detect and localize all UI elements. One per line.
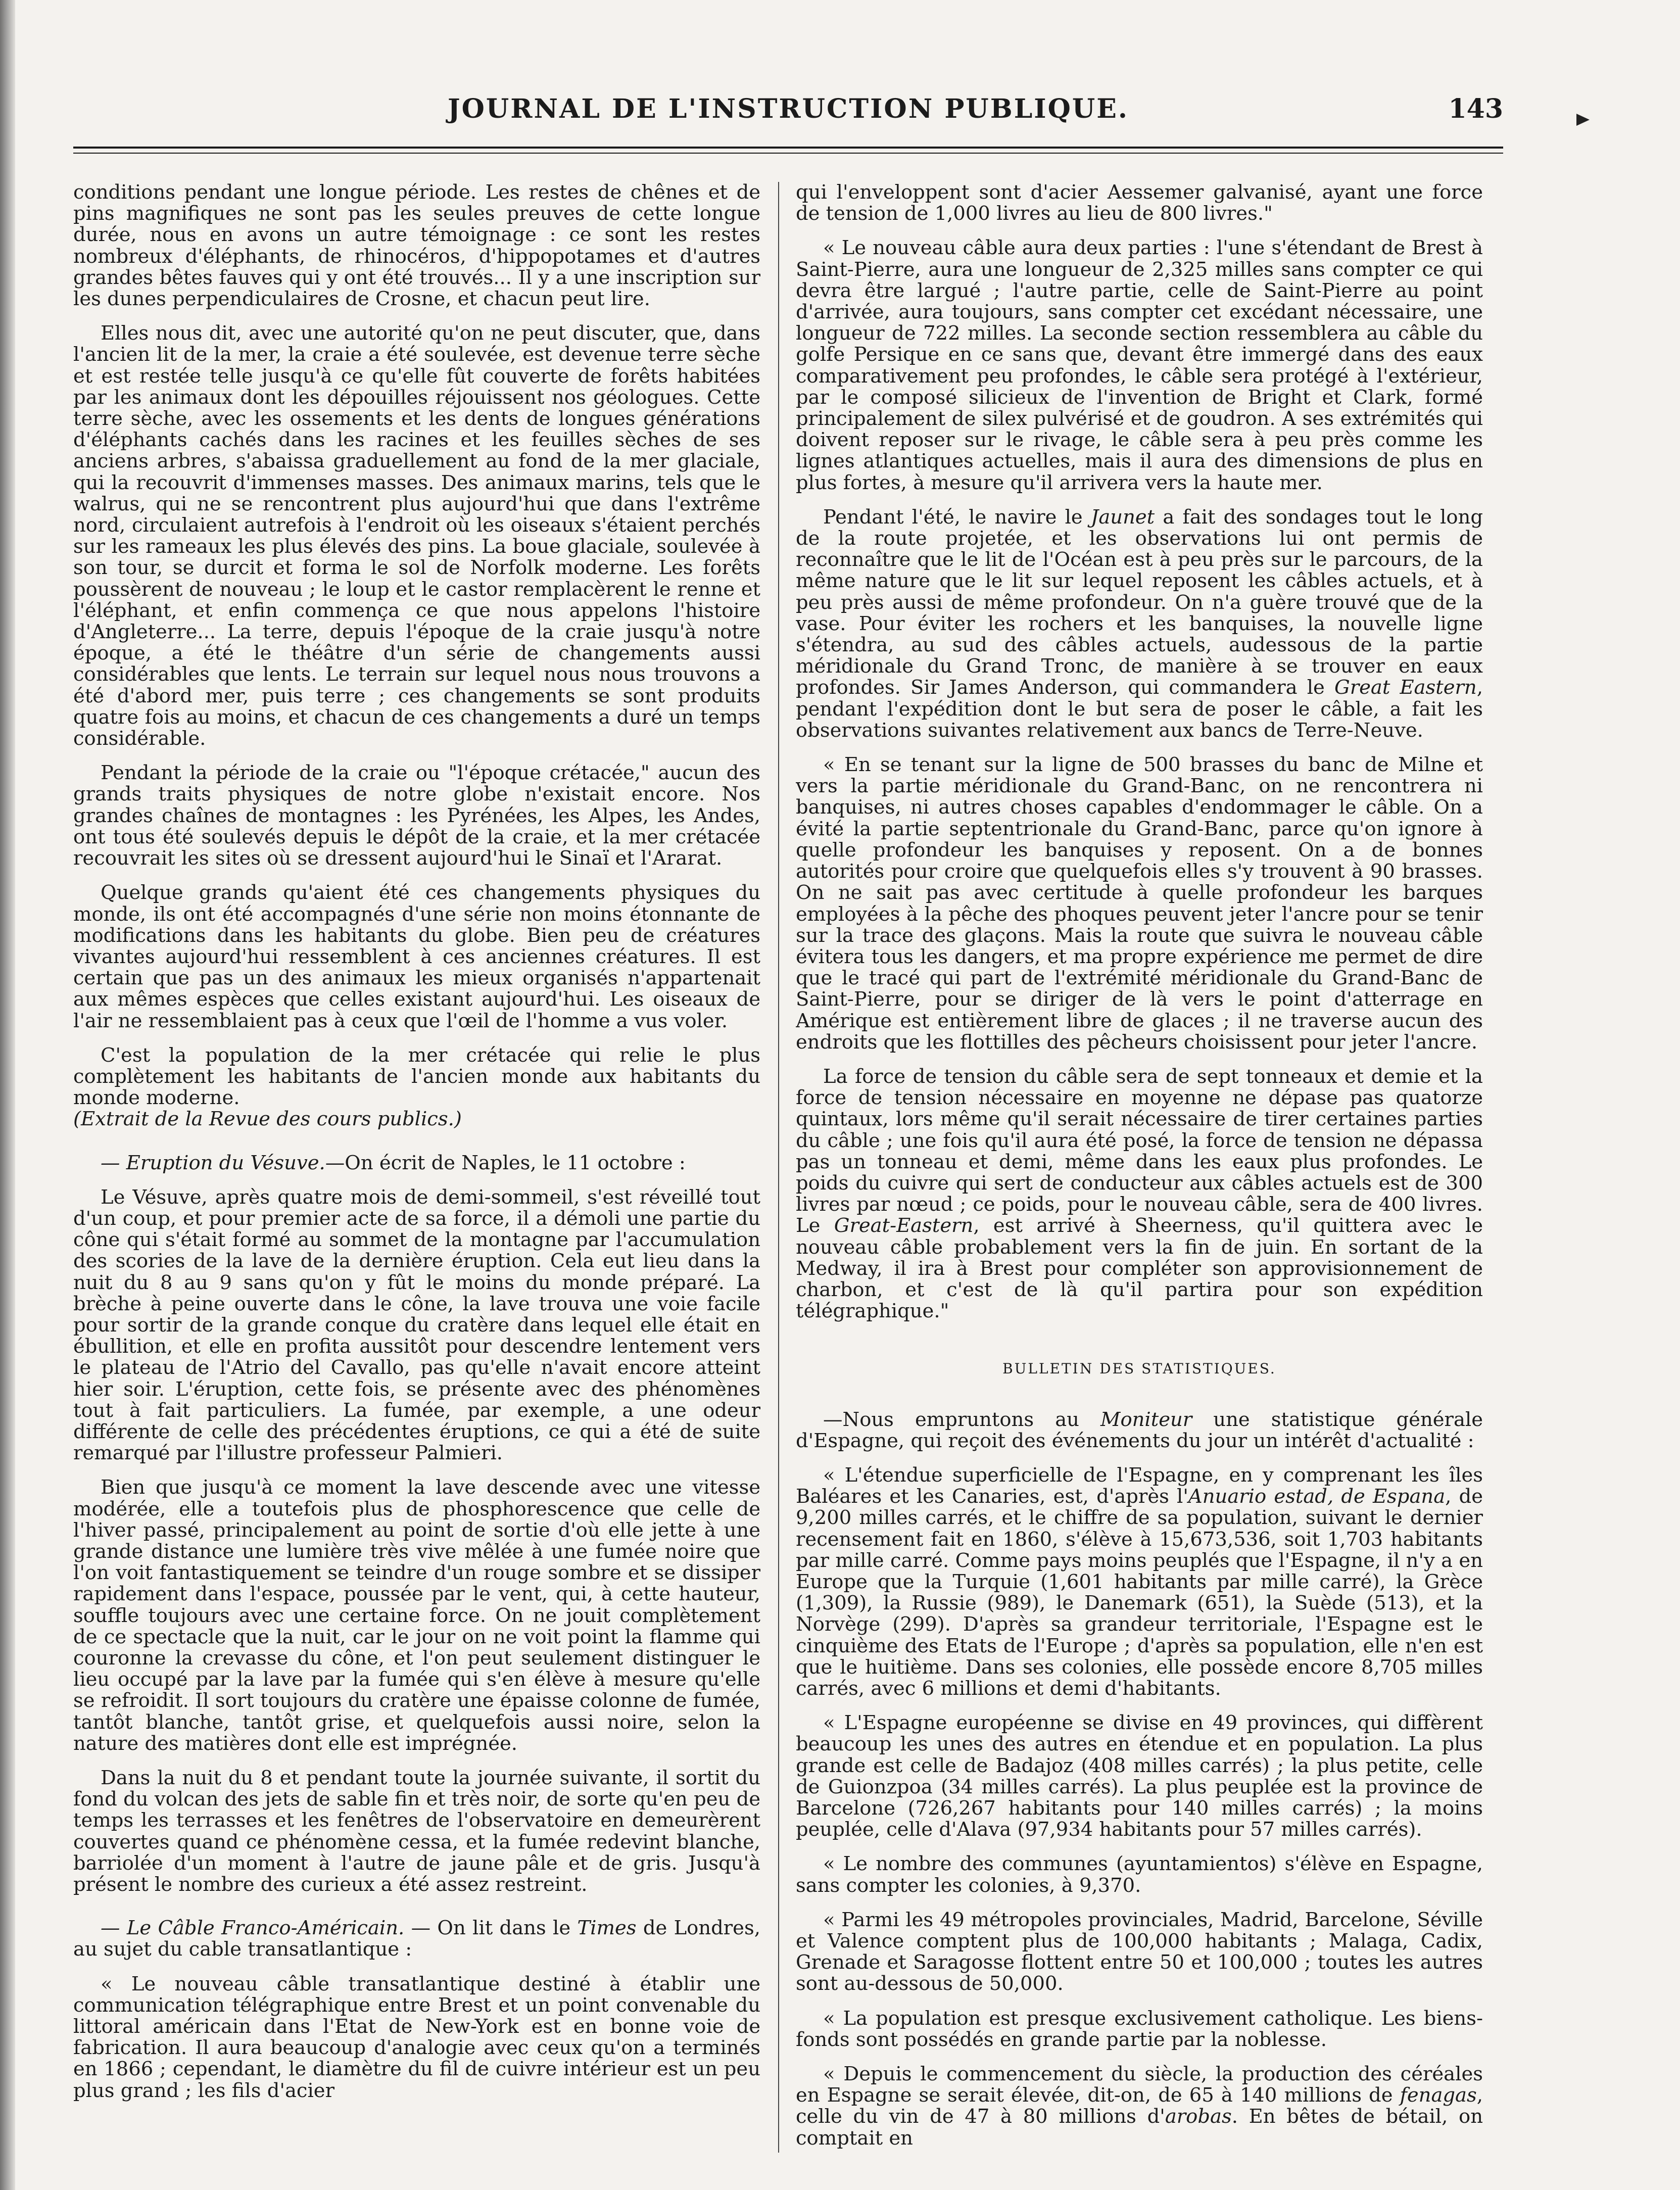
text-run: « Depuis le commencement du siècle, la production des céréales en Espagne se serait élevée, dit-on, de 65 à 140 millions de xyxy=(796,2063,1483,2107)
paragraph: C'est la population de la mer crétacée qui relie le plus complètement les habitants de l'ancien monde aux habitants du monde moderne. xyxy=(73,1043,760,1110)
paragraph: conditions pendant une longue période. Les restes de chênes et de pins magnifiques ne sont pas les seules preuves de cette longue durée, nous en avons un autre témoignage : ce sont les restes nombreux d'éléphants, de rhinocéros, d'hippopotames et d'autres grandes bêtes fauves qui y ont été trouvés... Il y a une inscription sur les dunes perpendiculaires de Crosne, et chacun peut lire. xyxy=(73,182,760,311)
margin-arrow-icon xyxy=(1576,114,1590,126)
paragraph: Bien que jusqu'à ce moment la lave descende avec une vitesse modérée, elle a toutefois plus de phosphorescence que celle de l'hiver passé, principalement au point de sortie d'où elle jette à une grande distance une lumière très vive mêlée à une fumée noire que l'on voit fantastiquement se teindre d'un rouge sombre et se dissiper rapidement dans l'espace, poussée par le vent, qui, à cette hauteur, souffle toujours avec une certaine force. On ne jouit complètement de ce spectacle que la nuit, car le jour on ne voit point la flamme qui couronne la crevasse du cône, et l'on peut seulement distinguer le lieu occupé par la lave par la fumée qui s'en élève à mesure qu'elle se refroidit. Il sort toujours du cratère une épaisse colonne de fumée, tantôt blanche, tantôt grise, et quelquefois aussi noire, selon la nature des matières dont elle est imprégnée. xyxy=(73,1476,760,1755)
text-run: « L'étendue superficielle de l'Espagne, en y comprenant les îles Baléares et les Canaries, est, d'après l' xyxy=(796,1463,1483,1508)
ship-name: Great-Eastern xyxy=(834,1214,974,1237)
paragraph: Quelque grands qu'aient été ces changements physiques du monde, ils ont été accompagnés d'une série non moins étonnante de modifications dans les habitants du globe. Bien peu de créatures vivantes aujourd'hui ressemblent à ces anciennes créatures. Il est certain que pas un des animaux les mieux organisés n'appartenait aux mêmes espèces que celles existant aujourd'hui. Les oiseaux de l'air ne ressemblaient pas à ceux que l'œil de l'homme a vus voler. xyxy=(73,881,760,1032)
left-column xyxy=(73,182,760,2153)
newspaper-name: Times xyxy=(577,1917,637,1940)
paragraph: Dans la nuit du 8 et pendant toute la journée suivante, il sortit du fond du volcan des jets de sable fin et très noir, de sorte qu'en peu de temps les terrasses et les fenêtres de l'observatoire en demeurèrent couvertes quand ce phénomène cessa, et la fumée redevint blanche, barriolée d'un moment à l'autre de jaune pâle et de gris. Jusqu'à présent le nombre des curieux a été assez restreint. xyxy=(73,1767,760,1896)
paragraph: « Parmi les 49 métropoles provinciales, Madrid, Barcelone, Séville et Valence comptent plus de 100,000 habitants ; Malaga, Cadix, Grenade et Saragosse flottent entre 50 et 100,000 ; toutes les autres sont au-dessous de 50,000. xyxy=(796,1908,1483,1995)
paragraph: Elles nous dit, avec une autorité qu'on ne peut discuter, que, dans l'ancien lit de la mer, la craie a été soulevée, est devenue terre sèche et est restée telle jusqu'à ce qu'elle fût couverte de forêts habitées par les animaux dont les dépouilles réjouissent nos géologues. Cette terre sèche, avec les ossements et les dents de longues générations d'éléphants cachés dans les racines et les feuilles sèches de ses anciens arbres, s'abaissa graduellement au fond de la mer glaciale, qui la recouvrit d'immenses masses. Des animaux marins, tels que le walrus, qui ne se rencontrent plus aujourd'hui que dans l'extrême nord, circulaient autrefois à l'endroit où les oiseaux s'étaient perchés sur les rameaux les plus élevés des pins. La boue glaciale, soulevée à son tour, se durcit et forma le sol de Norfolk moderne. Les forêts poussèrent de nouveau ; le loup et le castor remplacèrent le renne et l'éléphant, et enfin commença ce que nous appelons l'histoire d'Angleterre... La terre, depuis l'époque de la craie jusqu'à notre époque, a été le théâtre d'un série de changements aussi considérables que lents. Le terrain sur lequel nous nous trouvons a été d'abord mer, puis terre ; ces changements se sont produits quatre fois au moins, et chacun de ces changements a duré un temps considérable. xyxy=(73,322,760,750)
section-heading-bulletin: BULLETIN DES STATISTIQUES. xyxy=(1002,1360,1276,1377)
text-run: , celle du vin de 47 à 80 millions d' xyxy=(796,2084,1483,2128)
paragraph: « Le nouveau câble aura deux parties : l'une s'étendant de Brest à Saint-Pierre, aura une longueur de 2,325 milles sans compter ce qui devra être largué ; l'autre partie, celle de Saint-Pierre au point d'arrivée, aura toujours, sans compter cet excédant nécessaire, une longueur de 722 milles. La seconde section ressemblera au câble du golfe Persique en ce sans que, devant être immergé dans des eaux comparativement peu profondes, le câble sera protégé à l'extérieur, par le composé silicieux de l'invention de Bright et Clark, formé principalement de silex pulvérisé et de goudron. A ses extrémités qui doivent reposer sur le rivage, le câble sera à peu près comme les lignes atlantiques actuelles, mais il aura des dimensions de plus en plus fortes, à mesure qu'il arrivera vers la haute mer. xyxy=(796,236,1483,494)
header-rule-thin xyxy=(73,153,1503,154)
right-column xyxy=(796,182,1483,2153)
text-run: , est arrivé à Sheerness, qu'il quittera avec le nouveau câble probablement vers la fin de juin. En sortant de la Medway, il ira à Brest pour compléter son approvisionnement de charbon, et c'est de là qu'il partira pour son expédition télégraphique." xyxy=(796,1214,1483,1323)
paragraph xyxy=(796,507,1483,741)
paragraph: « En se tenant sur la ligne de 500 brasses du banc de Milne et vers la partie méridionale du Grand-Banc, on ne rencontrera ni banquises, ni autres choses capables d'endommager le câble. On a évité la partie septentrionale du Grand-Banc, parce qu'on ignore à quelle profondeur les banquises y reposent. On a de bonnes autorités pour croire que quelquefois elles s'y trouvent à 90 brasses. On ne sait pas avec certitude à quelle profondeur les barques employées à la pêche des phoques peuvent jeter l'ancre pour se tenir sur la trace des glaçons. Mais la route que suivra le nouveau câble évitera tous les dangers, et ma propre expérience me permet de dire que le tracé qui part de l'extrémité méridionale du Grand-Banc de Saint-Pierre, pour se diriger de là vers le point d'atterrage en Amérique est entièrement libre de glaces ; il ne traverse aucun des endroits que les flottilles des pêcheurs choisissent pour jeter l'ancre. xyxy=(796,753,1483,1054)
article-heading-eruption: — Eruption du Vésuve. xyxy=(101,1151,325,1174)
journal-title: JOURNAL DE L'INSTRUCTION PUBLIQUE. xyxy=(448,93,1129,124)
page-header xyxy=(73,93,1503,134)
publication-name: Anuario estad, de Espana xyxy=(1188,1485,1446,1508)
unit-term: fenagas xyxy=(1400,2084,1477,2107)
paragraph: « La population est presque exclusivement catholique. Les biens-fonds sont possédés en grande partie par la noblesse. xyxy=(796,2007,1483,2051)
paragraph: Le Vésuve, après quatre mois de demi-sommeil, s'est réveillé tout d'un coup, et pour premier acte de sa force, il a démoli une partie du cône qui s'était formé au sommet de la montagne par l'accumulation des scories de la lave de la dernière éruption. Cela eut lieu dans la nuit du 8 au 9 sans qu'on y fût le moins du monde préparé. La brèche à peine ouverte dans le cône, la lave trouva une voie facile pour sortir de la grande conque du cratère dans lequel elle était en ébullition, et elle en profita aussitôt pour descendre lentement vers le plateau de l'Atrio del Cavallo, pas qu'elle n'avait encore atteint hier soir. L'éruption, cette fois, se présente avec des phénomènes tout à fait particuliers. La fumée, par exemple, a une odeur différente de celle des précédentes éruptions, ce qui a été de suite remarqué par l'illustre professeur Palmieri. xyxy=(73,1185,760,1465)
column-divider xyxy=(778,182,779,2153)
article-intro-text: —On écrit de Naples, le 11 octobre : xyxy=(325,1151,686,1174)
ship-name: Great Eastern xyxy=(1334,676,1477,699)
paragraph xyxy=(796,1409,1483,1452)
source-citation: (Extrait de la Revue des cours publics.) xyxy=(73,1108,462,1131)
article-heading-cable: — Le Câble Franco-Américain. xyxy=(101,1917,405,1940)
text-run: , pendant l'expédition dont le but sera de poser le câble, a fait les observations suivantes relativement aux bancs de Terre-Neuve. xyxy=(796,676,1483,742)
header-rule-thick xyxy=(73,147,1503,149)
paragraph xyxy=(796,1066,1483,1322)
page-binding-edge xyxy=(0,0,15,2190)
text-run: a fait des sondages tout le long de la route projetée, et les observations lui ont permis de reconnaître que le lit de l'Océan est à peu près sur le parcours, de la même nature que le lit sur lequel reposent les câbles actuels, et à peu près aussi de même profondeur. On n'a guère trouvé que de la vase. Pour éviter les rochers et les banquises, la nouvelle ligne s'étendra, au sud des câbles actuels, audessous de la partie méridionale du Grand Tronc, de manière à se trouver en eaux profondes. Sir James Anderson, qui commandera le xyxy=(796,505,1483,699)
page-number: 143 xyxy=(1448,93,1503,124)
paragraph: « L'Espagne européenne se divise en 49 provinces, qui diffèrent beaucoup les unes des autres en étendue et en population. La plus grande est celle de Badajoz (408 milles carrés) ; la plus petite, celle de Guionzpoa (34 milles carrés). La plus peuplée est la province de Barcelone (726,267 habitants pour 140 milles carrés) ; la moins peuplée, celle d'Alava (97,934 habitants pour 57 milles carrés). xyxy=(796,1711,1483,1841)
text-run: —Nous empruntons au xyxy=(823,1408,1079,1431)
paragraph: « Le nombre des communes (ayuntamientos) s'élève en Espagne, sans compter les colonies, à 9,370. xyxy=(796,1852,1483,1897)
text-run: une statistique générale d'Espagne, qui reçoit des événements du jour un intérêt d'actualité : xyxy=(796,1408,1483,1452)
ship-name: Jaunet xyxy=(1090,505,1155,529)
article-intro-text: de Londres, au sujet du cable transatlantique : xyxy=(73,1917,760,1961)
article-intro-eruption xyxy=(73,1153,760,1174)
newspaper-name: Moniteur xyxy=(1100,1408,1192,1431)
paragraph xyxy=(796,1465,1483,1699)
paragraph: qui l'enveloppent sont d'acier Aessemer galvanisé, ayant une force de tension de 1,000 livres au lieu de 800 livres." xyxy=(796,182,1483,225)
paragraph: « Le nouveau câble transatlantique destiné à établir une communication télégraphique entre Brest et un point convenable du littoral américain dans l'Etat de New-York est en bonne voie de fabrication. Il aura beaucoup d'analogie avec ceux qu'on a terminés en 1866 ; cependant, le diamètre du fil de cuivre intérieur est un peu plus grand ; les fils d'acier xyxy=(73,1972,760,2102)
paragraph: Pendant la période de la craie ou "l'époque crétacée," aucun des grands traits physiques de notre globe n'existait encore. Nos grandes chaînes de montagnes : les Pyrénées, les Alpes, les Andes, ont tous été soulevés depuis le dépôt de la craie, et la mer crétacée recouvrait les sites où se dressent aujourd'hui le Sinaï et l'Ararat. xyxy=(73,761,760,870)
text-run: Pendant l'été, le navire le xyxy=(823,505,1083,529)
text-run: . En bêtes de bétail, on comptait en xyxy=(796,2105,1483,2150)
paragraph xyxy=(796,2064,1483,2149)
unit-term: arobas xyxy=(1165,2105,1232,2128)
article-intro-cable xyxy=(73,1918,760,1960)
text-run: , de 9,200 milles carrés, et le chiffre de sa population, suivant le dernier recensement fait en 1860, s'élève à 15,673,536, soit 1,703 habitants par mille carré. Comme pays moins peuplés que l'Espagne, il n'y a en Europe que la Turquie (1,601 habitants par mille carré), la Grèce (1,309), la Russie (989), le Danemark (651), la Suède (513), et la Norvège (299). D'après sa grandeur territoriale, l'Espagne est le cinquième des Etats de l'Europe ; d'après sa population, elle n'en est que le huitième. Dans ses colonies, elle possède encore 8,705 milles carrés, avec 6 millions et demi d'habitants. xyxy=(796,1485,1483,1700)
text-run: La force de tension du câble sera de sept tonneaux et demie et la force de tension nécessaire en moyenne ne dépase pas quatorze quintaux, lors même qu'il serait nécessaire de tirer certaines parties du câble ; une fois qu'il aura été posé, la force de tension ne dépassa pas un tonneau et demi, même dans les eaux plus profondes. Le poids du cuivre qui sert de conducteur aux câbles actuels est de 300 livres par nœud ; ce poids, pour le nouveau câble, sera de 400 livres. Le xyxy=(796,1065,1483,1237)
article-intro-text: — On lit dans le xyxy=(411,1917,571,1940)
